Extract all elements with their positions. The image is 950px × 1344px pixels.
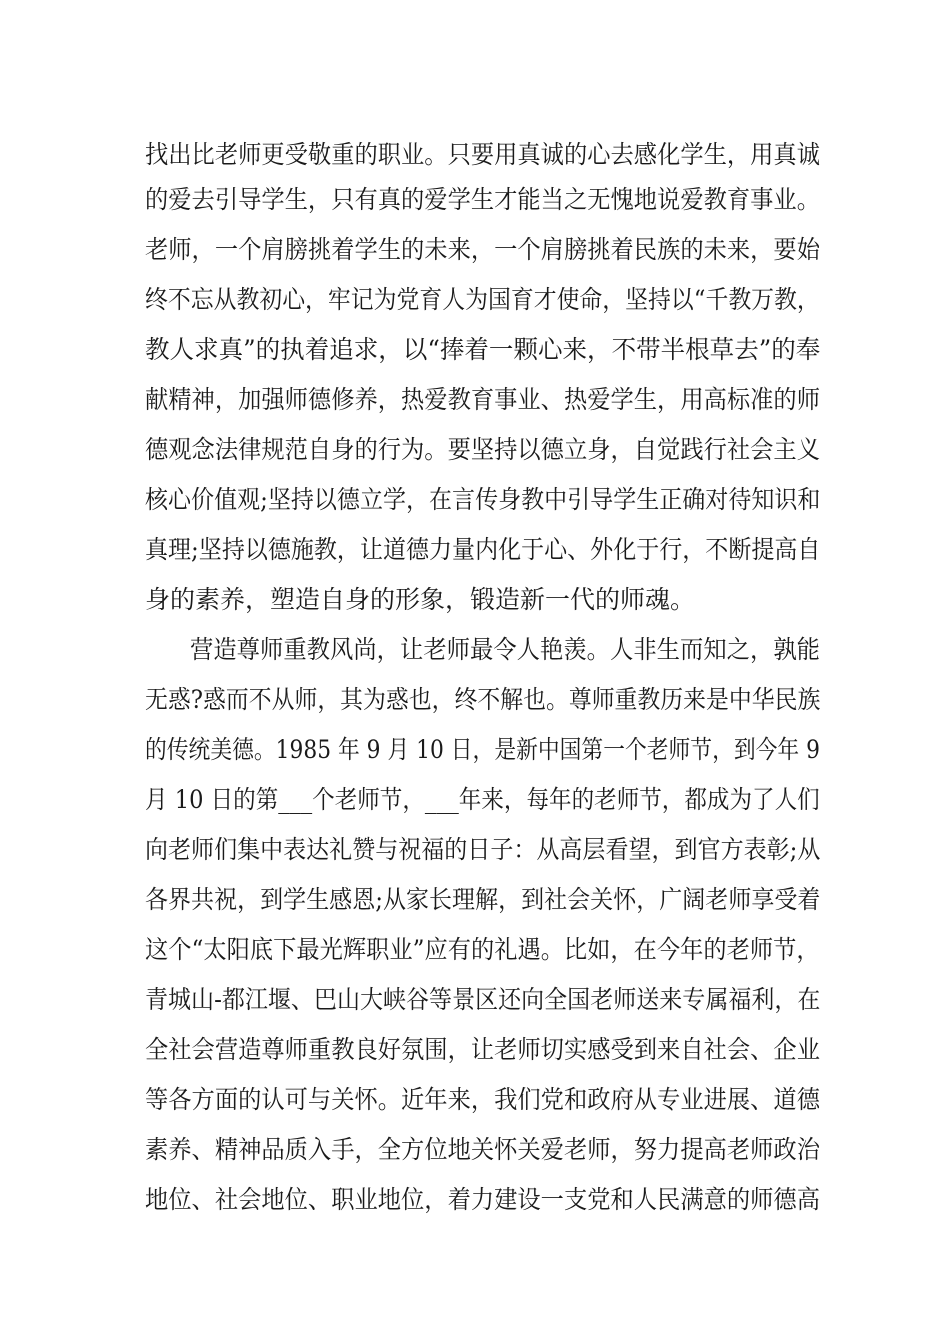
text-line-3: 老师，一个肩膀挑着学生的未来，一个肩膀挑着民族的未来，要始 — [145, 235, 820, 264]
text-line-16: 各界共祝，到学生感恩;从家长理解，到社会关怀，广阔老师享受着 — [145, 885, 821, 914]
text-line-8: 核心价值观;坚持以德立学，在言传身教中引导学生正确对待知识和 — [145, 485, 821, 514]
text-line-10: 身的素养，塑造自身的形象，锻造新一代的师魂。 — [145, 585, 696, 614]
text-line-7: 德观念法律规范自身的行为。要坚持以德立身，自觉践行社会主义 — [145, 435, 820, 464]
text-line-2: 的爱去引导学生，只有真的爱学生才能当之无愧地说爱教育事业。 — [145, 185, 820, 214]
text-line-18: 青城山-都江堰、巴山大峡谷等景区还向全国老师送来专属福利，在 — [145, 985, 821, 1014]
text-line-13: 的传统美德。1985 年 9 月 10 日，是新中国第一个老师节，到今年 9 — [145, 735, 820, 764]
text-line-22: 地位、社会地位、职业地位，着力建设一支党和人民满意的师德高 — [145, 1185, 820, 1214]
text-line-17: 这个“太阳底下最光辉职业”应有的礼遇。比如，在今年的老师节， — [145, 935, 820, 964]
text-line-11: 营造尊师重教风尚，让老师最令人艳羡。人非生而知之，孰能 — [190, 635, 820, 664]
text-line-21: 素养、精神品质入手，全方位地关怀关爱老师，努力提高老师政治 — [145, 1135, 820, 1164]
text-line-20: 等各方面的认可与关怀。近年来，我们党和政府从专业进展、道德 — [145, 1085, 820, 1114]
text-line-15: 向老师们集中表达礼赞与祝福的日子：从高层看望，到官方表彰;从 — [145, 835, 821, 864]
text-line-19: 全社会营造尊师重教良好氛围，让老师切实感受到来自社会、企业 — [145, 1035, 820, 1064]
text-line-4: 终不忘从教初心，牢记为党育人为国育才使命，坚持以“千教万教， — [145, 285, 820, 314]
text-line-12: 无惑?惑而不从师，其为惑也，终不解也。尊师重教历来是中华民族 — [145, 685, 821, 714]
text-line-1: 找出比老师更受敬重的职业。只要用真诚的心去感化学生，用真诚 — [145, 140, 820, 169]
text-line-6: 献精神，加强师德修养，热爱教育事业、热爱学生，用高标准的师 — [145, 385, 820, 414]
text-line-14: 月 10 日的第___个老师节，___年来，每年的老师节，都成为了人们 — [145, 785, 820, 814]
text-line-9: 真理;坚持以德施教，让道德力量内化于心、外化于行，不断提高自 — [145, 535, 821, 564]
text-line-5: 教人求真”的执着追求，以“捧着一颗心来，不带半根草去”的奉 — [145, 335, 821, 364]
